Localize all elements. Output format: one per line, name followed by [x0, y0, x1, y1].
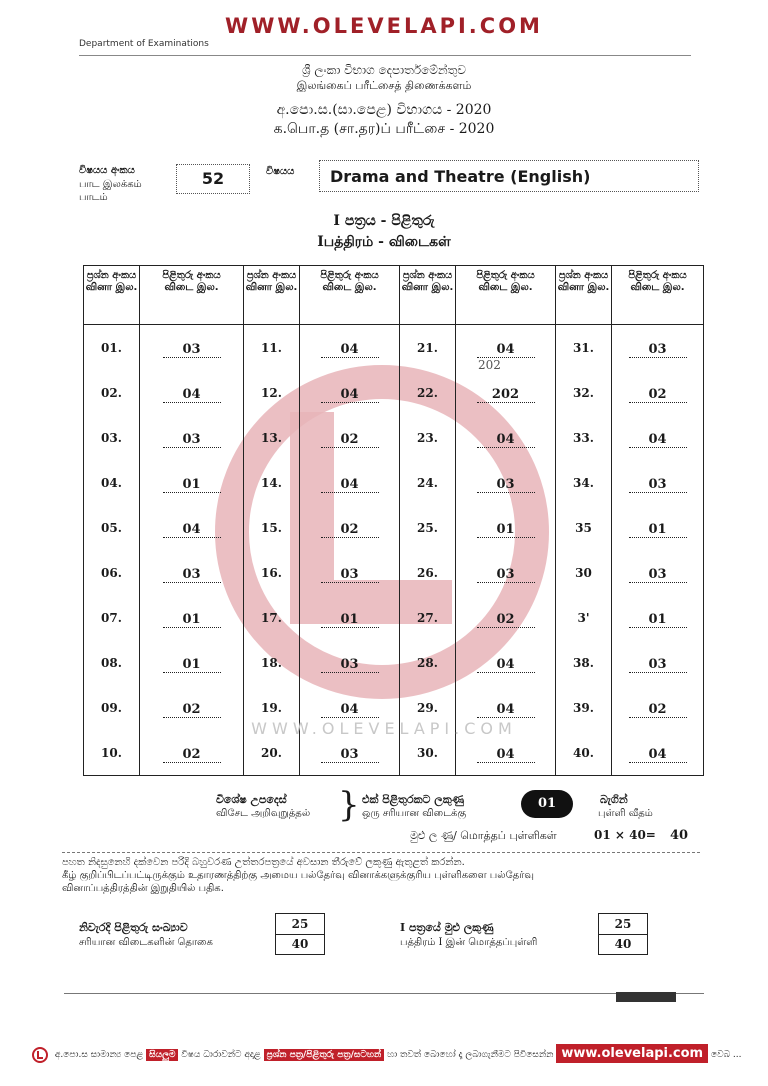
question-number: 31.	[556, 325, 612, 371]
each-ta: புள்ளி வீதம்	[598, 808, 653, 819]
footer-text-2: විෂය ධාරාවන්ට අදාළ	[181, 1050, 261, 1060]
each-si: බැගින්	[600, 793, 628, 806]
page-mark	[616, 992, 676, 1002]
footer-highlight-2: ප්‍රශ්න පත්‍ර/පිළිතුරු පත්‍ර/සටහන්	[264, 1049, 385, 1061]
question-number: 38.	[556, 640, 612, 685]
answer-cell	[456, 370, 556, 415]
answer-cell	[300, 370, 400, 415]
answer-cell	[612, 505, 704, 550]
answer-cell	[456, 640, 556, 685]
answer-value: 04	[477, 702, 535, 718]
footer-banner	[32, 1044, 742, 1064]
correct-count-label-ta: சரியான விடைகளின் தொகை	[79, 937, 213, 948]
answer-value: 02	[629, 702, 687, 718]
answer-value: 03	[629, 657, 687, 673]
question-number: 04.	[84, 460, 140, 505]
answer-table	[83, 265, 704, 776]
subject-code: 52	[176, 164, 250, 194]
answer-value: 04	[321, 477, 379, 493]
answer-value: 01	[163, 477, 221, 493]
answer-value: 02	[321, 432, 379, 448]
answer-value: 04	[163, 387, 221, 403]
answer-cell	[140, 325, 244, 371]
question-number: 22.	[400, 370, 456, 415]
table-header-row	[84, 266, 704, 325]
answer-value: 202	[477, 387, 535, 403]
answer-cell	[612, 460, 704, 505]
answer-value: 04	[629, 747, 687, 763]
question-number: 17.	[244, 595, 300, 640]
olevelapi-logo-icon	[32, 1047, 48, 1063]
question-number: 23.	[400, 415, 456, 460]
stray-mark: 202	[478, 358, 501, 372]
paper-title-si: I පත්‍රය - පිළිතුරු	[333, 213, 435, 229]
question-number: 19.	[244, 685, 300, 730]
paper1-total-max: 40	[598, 934, 648, 955]
answer-cell	[300, 550, 400, 595]
answer-value: 03	[163, 342, 221, 358]
answer-cell	[612, 415, 704, 460]
answer-cell	[300, 415, 400, 460]
instruction-ta-2: வினாப்பத்திரத்தின் இறுதியில் பதிக.	[62, 883, 224, 894]
total-label: මුළු ල ණු/ மொத்தப் புள்ளிகள்	[410, 829, 557, 842]
footer-text-1: අ.පො.ස සාමාන්‍ය පෙළ	[54, 1050, 144, 1060]
question-number: 09.	[84, 685, 140, 730]
question-number: 10.	[84, 730, 140, 776]
question-number: 02.	[84, 370, 140, 415]
answer-cell	[612, 640, 704, 685]
per-answer-ta: ஒரு சரியான விடைக்கு	[362, 808, 467, 819]
answer-cell	[612, 595, 704, 640]
question-number: 26.	[400, 550, 456, 595]
bottom-rule	[64, 993, 704, 994]
question-number: 12.	[244, 370, 300, 415]
answer-value: 04	[321, 342, 379, 358]
question-number: 28.	[400, 640, 456, 685]
answer-cell	[140, 460, 244, 505]
answer-cell	[456, 550, 556, 595]
question-number: 32.	[556, 370, 612, 415]
answer-value: 01	[629, 612, 687, 628]
answer-value: 01	[163, 612, 221, 628]
answer-value: 04	[477, 432, 535, 448]
answer-cell	[456, 505, 556, 550]
question-number: 18.	[244, 640, 300, 685]
header-question-no: ප්‍රශ්න අංකය வினா இல.	[84, 266, 140, 325]
answer-cell	[140, 505, 244, 550]
answer-value: 04	[629, 432, 687, 448]
answer-value: 03	[321, 567, 379, 583]
section-divider	[62, 852, 700, 853]
footer-highlight-1: සියලුම	[146, 1049, 178, 1061]
table-row	[84, 640, 704, 685]
question-number: 08.	[84, 640, 140, 685]
question-number: 05.	[84, 505, 140, 550]
header-answer-no: පිළිතුරු අංකය விடை இல.	[456, 266, 556, 325]
answer-cell	[300, 595, 400, 640]
per-answer-si: එක් පිළිතුරකට ලකුණු	[362, 793, 464, 806]
question-number: 21.	[400, 325, 456, 371]
answer-value: 01	[477, 522, 535, 538]
answer-cell	[140, 550, 244, 595]
answer-value: 02	[163, 747, 221, 763]
table-row	[84, 595, 704, 640]
answer-cell	[140, 640, 244, 685]
answer-value: 01	[163, 657, 221, 673]
header-tamil-dept: இலங்கைப் பரீட்சைத் திணைக்களம்	[296, 79, 472, 92]
answer-value: 04	[477, 747, 535, 763]
table-row	[84, 505, 704, 550]
subject-code-label-ta: பாட இலக்கம்	[79, 179, 142, 190]
answer-value: 02	[477, 612, 535, 628]
answer-value: 03	[477, 477, 535, 493]
answer-value: 03	[321, 657, 379, 673]
question-number: 06.	[84, 550, 140, 595]
answer-value: 02	[163, 702, 221, 718]
answer-value: 03	[629, 567, 687, 583]
correct-count-label-si: නිවැරදි පිළිතුරු සංඛ්‍යාව	[79, 921, 188, 934]
answer-value: 03	[321, 747, 379, 763]
question-number: 34.	[556, 460, 612, 505]
instruction-ta-1: கீழ் குறிப்பிடப்பட்டிருக்கும் உதாரணத்திற்கு அமைய பல்தேர்வு வினாக்களுக்குரிய புள்ளிகளை பல்தேர்வு	[62, 870, 534, 881]
footer-url-link[interactable]: www.olevelapi.com	[556, 1044, 708, 1063]
total-formula: 01 × 40=	[594, 828, 656, 842]
instruction-si: පහත නිදසුනෙහි දක්වෙන පරිදි බහුවරණ උත්තරපත්‍රයේ අවසාන තීරුවේ ලකුණු ඇතුළත් කරන්න.	[62, 857, 465, 868]
question-number: 07.	[84, 595, 140, 640]
answer-value: 04	[477, 657, 535, 673]
answer-cell	[456, 415, 556, 460]
table-row	[84, 370, 704, 415]
question-number: 30	[556, 550, 612, 595]
header-question-no: ප්‍රශ්න අංකය வினா இல.	[556, 266, 612, 325]
paper1-total-label-si: I පත්‍රයේ මුළු ලකුණු	[400, 921, 494, 934]
instructions	[62, 856, 702, 895]
question-number: 3'	[556, 595, 612, 640]
header-answer-no: පිළිතුරු අංකය விடை இல.	[140, 266, 244, 325]
answer-value: 02	[321, 522, 379, 538]
question-number: 20.	[244, 730, 300, 776]
top-rule	[79, 55, 691, 56]
answer-value: 04	[321, 387, 379, 403]
table-row	[84, 325, 704, 371]
question-number: 16.	[244, 550, 300, 595]
answer-value: 03	[629, 342, 687, 358]
subject-name: Drama and Theatre (English)	[319, 160, 699, 192]
answer-cell	[140, 595, 244, 640]
question-number: 39.	[556, 685, 612, 730]
special-label-si: විශේෂ උපදෙස්	[216, 793, 287, 806]
total-marks: 40	[670, 828, 689, 843]
header-answer-no: පිළිතුරු අංකය விடை இல.	[612, 266, 704, 325]
question-number: 29.	[400, 685, 456, 730]
correct-count-value: 25	[275, 913, 325, 935]
table-row	[84, 460, 704, 505]
answer-cell	[456, 595, 556, 640]
subject-code-label-ta-2: பாடம்	[79, 192, 108, 203]
table-row	[84, 550, 704, 595]
answer-value: 03	[477, 567, 535, 583]
answer-value: 01	[629, 522, 687, 538]
header-sinhala-exam: අ.පො.ස.(සා.පෙළ) විභාගය - 2020	[276, 102, 492, 118]
question-number: 15.	[244, 505, 300, 550]
marks-each-badge: 01	[521, 790, 573, 818]
question-number: 33.	[556, 415, 612, 460]
question-number: 40.	[556, 730, 612, 776]
header-question-no: ප්‍රශ්න අංකය வினா இல.	[244, 266, 300, 325]
answer-value: 04	[477, 342, 535, 358]
watermark-text: WWW.OLEVELAPI.COM	[251, 719, 517, 738]
paper1-total-label-ta: பத்திரம் I இன் மொத்தப்புள்ளி	[400, 937, 538, 948]
answer-cell	[300, 640, 400, 685]
header-sinhala-dept: ශ්‍රී ලංකා විභාග දෙපාර්තමේන්තුව	[301, 63, 466, 77]
answer-value: 02	[629, 387, 687, 403]
answer-value: 04	[321, 702, 379, 718]
answer-value: 04	[163, 522, 221, 538]
footer-text-3: හා තවත් බොහෝ දෑ ලබාගැනීමට පිවිසෙන්න	[387, 1050, 554, 1060]
answer-cell	[612, 370, 704, 415]
department-label: Department of Examinations	[79, 39, 209, 49]
question-number: 01.	[84, 325, 140, 371]
site-title: WWW.OLEVELAPI.COM	[225, 14, 543, 38]
brace-icon: }	[338, 785, 360, 825]
header-tamil-exam: க.பொ.த (சா.தர)ப் பரீட்சை - 2020	[273, 121, 495, 137]
question-number: 13.	[244, 415, 300, 460]
paper1-total-value: 25	[598, 913, 648, 935]
answer-value: 01	[321, 612, 379, 628]
question-number: 03.	[84, 415, 140, 460]
question-number: 14.	[244, 460, 300, 505]
answer-cell	[612, 550, 704, 595]
answer-cell	[612, 325, 704, 371]
question-number: 30.	[400, 730, 456, 776]
question-number: 27.	[400, 595, 456, 640]
answer-cell	[300, 325, 400, 371]
question-number: 35	[556, 505, 612, 550]
answer-cell	[300, 460, 400, 505]
question-number: 11.	[244, 325, 300, 371]
subject-name-label: විෂයය	[266, 166, 295, 177]
special-label-ta: விசேட அறிவுறுத்தல்	[216, 808, 311, 819]
question-number: 25.	[400, 505, 456, 550]
answer-cell	[456, 460, 556, 505]
header-question-no: ප්‍රශ්න අංකය வினா இல.	[400, 266, 456, 325]
answer-value: 03	[163, 567, 221, 583]
footer-text-4: වෙබ ...	[710, 1050, 742, 1060]
answer-cell	[140, 370, 244, 415]
answer-value: 03	[163, 432, 221, 448]
paper-title-ta: Iபத்திரம் - விடைகள்	[317, 234, 451, 250]
question-number: 24.	[400, 460, 456, 505]
answer-value: 03	[629, 477, 687, 493]
correct-count-total: 40	[275, 934, 325, 955]
table-row	[84, 415, 704, 460]
answer-cell	[300, 505, 400, 550]
answer-cell	[140, 415, 244, 460]
header-answer-no: පිළිතුරු අංකය விடை இல.	[300, 266, 400, 325]
answer-cell	[456, 325, 556, 371]
subject-code-label-si: විෂයය අංකය	[79, 165, 135, 176]
